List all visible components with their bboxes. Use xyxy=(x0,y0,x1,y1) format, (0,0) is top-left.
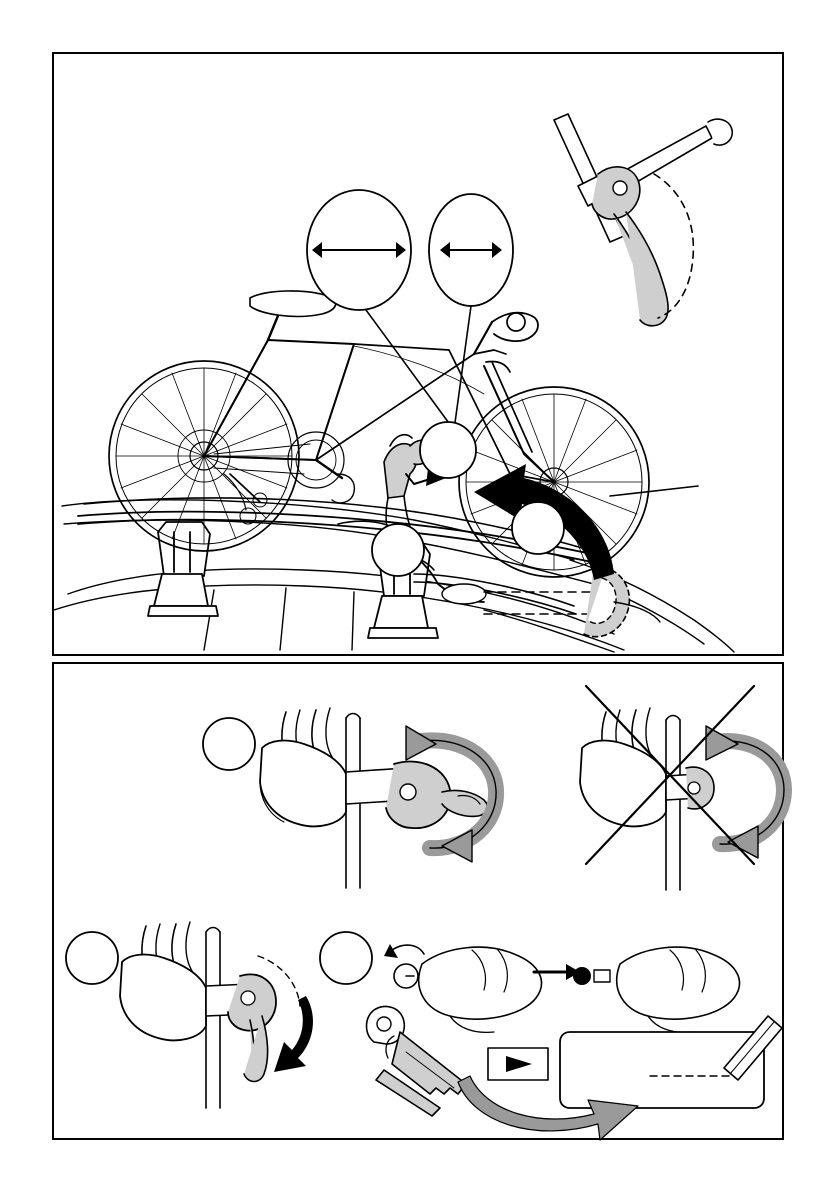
step-incorrect-clamp xyxy=(580,686,784,890)
registration-card xyxy=(560,1016,782,1108)
bike-loading-illustration xyxy=(54,54,782,654)
step-marker-lock xyxy=(320,932,372,984)
hand-remove-key xyxy=(534,947,739,1032)
lever-detail-inset xyxy=(554,114,732,326)
step-marker-correct-clamp xyxy=(203,718,255,770)
key-tag-icon xyxy=(488,1048,548,1080)
hand-turn-key xyxy=(384,944,541,1032)
step-release-lever xyxy=(66,922,313,1108)
step-marker-release xyxy=(66,932,118,984)
step-lock-key xyxy=(320,932,782,1140)
keys-icon xyxy=(367,1006,467,1116)
clamp-operation-panel xyxy=(52,662,784,1140)
bike-loading-panel xyxy=(52,52,784,656)
clamp-operation-illustration xyxy=(54,664,782,1138)
step-correct-clamp xyxy=(203,708,496,888)
